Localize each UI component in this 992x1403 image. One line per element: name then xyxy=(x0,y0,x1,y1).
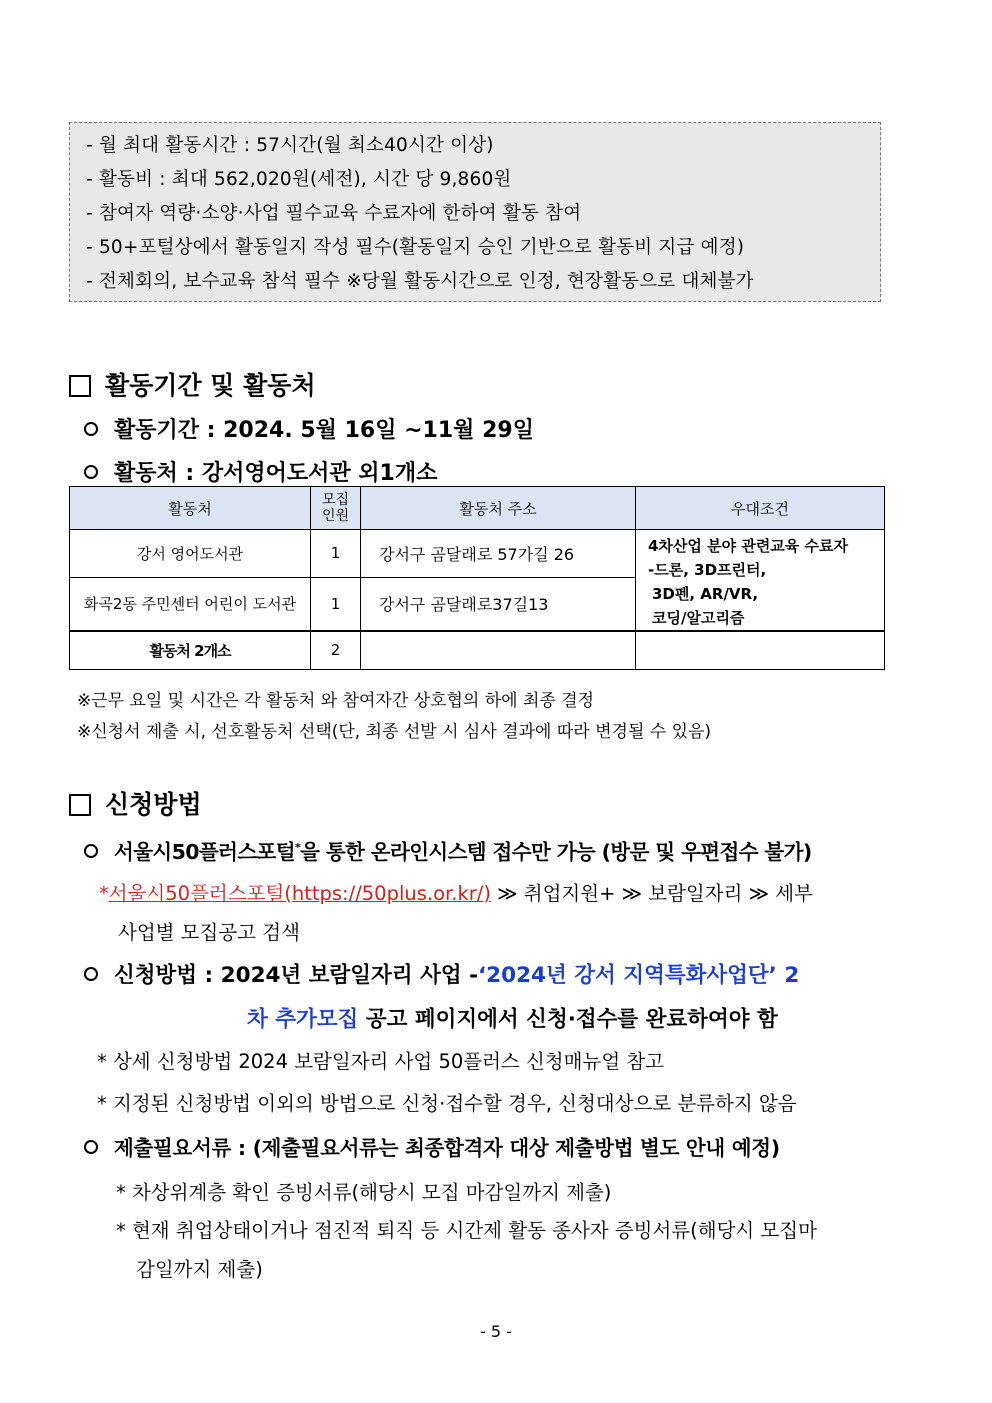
cell-address: 강서구 곰달래로 57가길 26 xyxy=(361,530,636,578)
circle-bullet-icon xyxy=(84,844,98,858)
footnote-star: * xyxy=(99,882,109,905)
apply-program-name: ‘2024년 강서 지역특화사업단’ 2 xyxy=(478,963,800,988)
cell-count: 1 xyxy=(311,577,361,631)
required-docs xyxy=(84,1131,780,1161)
section-title-activity xyxy=(69,366,316,402)
benefit-line: -드론, 3D프린터, xyxy=(648,561,767,579)
apply-method xyxy=(84,958,799,989)
notice-line: - 월 최대 활동시간 : 57시간(월 최소40시간 이상) xyxy=(86,135,494,156)
cell-empty xyxy=(636,631,885,669)
apply-method-cont xyxy=(247,1002,778,1033)
cell-count: 1 xyxy=(311,530,361,578)
table-header-row xyxy=(70,487,885,530)
cell-place: 강서 영어도서관 xyxy=(70,530,311,578)
cell-place: 화곡2동 주민센터 어린이 도서관 xyxy=(70,577,311,631)
benefit-line: 코딩/알고리즘 xyxy=(652,609,745,627)
section-title-text: 활동기간 및 활동처 xyxy=(105,371,316,400)
required-docs-text: 제출필요서류 : (제출필요서류는 최종합격자 대상 제출방법 별도 안내 예정) xyxy=(114,1136,780,1160)
notice-box xyxy=(69,122,881,302)
notice-line: - 50+포털상에서 활동일지 작성 필수(활동일지 승인 기반으로 활동비 지급 예정) xyxy=(86,237,745,258)
remark-line: ※근무 요일 및 시간은 각 활동처 와 참여자간 상호협의 하에 최종 결정 xyxy=(77,691,595,711)
table-total-row xyxy=(70,631,885,669)
cell-total-count: 2 xyxy=(311,631,361,669)
doc-item-cont: 감일까지 제출) xyxy=(136,1258,263,1281)
cell-total-label: 활동처 2개소 xyxy=(70,631,311,669)
apply-method-rest: 공고 페이지에서 신청·접수를 완료하여야 함 xyxy=(358,1007,778,1032)
apply-method-text: 신청방법 : 2024년 보람일자리 사업 - xyxy=(114,963,479,988)
portal-name: 서울시50플러스포털 xyxy=(114,840,295,864)
portal-path: ≫ 취업지원+ ≫ 보람일자리 ≫ 세부 xyxy=(490,882,813,905)
apply-program-round: 차 추가모집 xyxy=(247,1007,359,1032)
portal-path-cont: 사업별 모집공고 검색 xyxy=(118,921,300,944)
apply-online-text: 을 통한 온라인시스템 접수만 가능 (방문 및 우편접수 불가) xyxy=(300,840,812,864)
section-title-apply xyxy=(69,785,202,821)
circle-bullet-icon xyxy=(84,1140,98,1154)
table-row xyxy=(70,530,885,578)
cell-benefit xyxy=(636,530,885,632)
circle-bullet-icon xyxy=(84,422,98,436)
notice-line: - 전체회의, 보수교육 참석 필수 ※당월 활동시간으로 인정, 현장활동으로 대체불가 xyxy=(86,271,754,292)
circle-bullet-icon xyxy=(84,465,98,479)
header-place: 활동처 xyxy=(70,487,311,530)
activity-period-text: 활동기간 : 2024. 5월 16일 ~11월 29일 xyxy=(114,418,534,443)
notice-line: - 참여자 역량·소양·사업 필수교육 수료자에 한하여 활동 참여 xyxy=(86,203,582,224)
activity-period xyxy=(84,413,534,444)
doc-item: * 차상위계층 확인 증빙서류(해당시 모집 마감일까지 제출) xyxy=(116,1181,612,1204)
remark-line: ※신청서 제출 시, 선호활동처 선택(단, 최종 선발 시 심사 결과에 따라 변경될 수 있음) xyxy=(77,722,712,742)
activity-place xyxy=(84,456,437,487)
footnote-star: * xyxy=(294,841,301,855)
header-benefit: 우대조건 xyxy=(636,487,885,530)
notice-line: - 활동비 : 최대 562,020원(세전), 시간 당 9,860원 xyxy=(86,169,512,190)
portal-link[interactable]: 서울시50플러스포털(https://50plus.or.kr/) xyxy=(108,882,491,905)
cell-empty xyxy=(361,631,636,669)
checkbox-icon xyxy=(69,794,91,816)
portal-link-line xyxy=(99,878,813,906)
page-number: - 5 - xyxy=(480,1322,512,1341)
benefit-line: 4차산업 분야 관련교육 수료자 xyxy=(648,537,848,555)
activity-place-text: 활동처 : 강서영어도서관 외1개소 xyxy=(114,461,438,486)
section-title-text: 신청방법 xyxy=(105,790,202,819)
doc-item: * 현재 취업상태이거나 점진적 퇴직 등 시간제 활동 종사자 증빙서류(해당시 모집마 xyxy=(116,1219,817,1242)
apply-online-only xyxy=(84,835,812,865)
header-address: 활동처 주소 xyxy=(361,487,636,530)
cell-address: 강서구 곰달래로37길13 xyxy=(361,577,636,631)
checkbox-icon xyxy=(69,375,91,397)
apply-note: * 지정된 신청방법 이외의 방법으로 신청·접수할 경우, 신청대상으로 분류하지 않음 xyxy=(97,1092,797,1115)
apply-note: * 상세 신청방법 2024 보람일자리 사업 50플러스 신청매뉴얼 참고 xyxy=(97,1050,665,1073)
circle-bullet-icon xyxy=(84,967,98,981)
activity-table xyxy=(69,486,885,670)
benefit-line: 3D펜, AR/VR, xyxy=(652,585,759,603)
header-count: 모집 인원 xyxy=(311,487,361,530)
